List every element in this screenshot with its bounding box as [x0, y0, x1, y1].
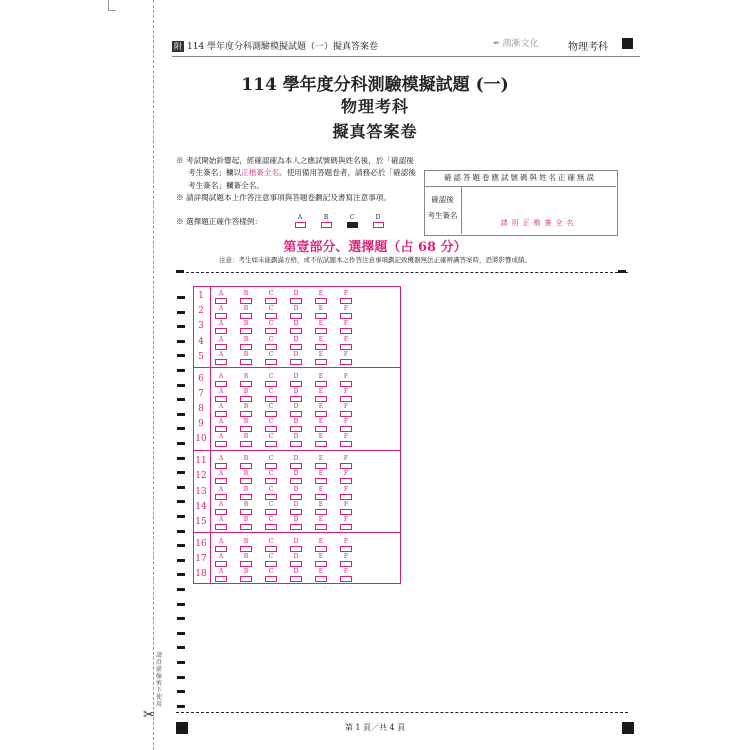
answer-bubble-a[interactable]: A — [213, 455, 229, 469]
answer-bubble-a[interactable]: A — [213, 418, 229, 432]
answer-bubble-f[interactable]: F — [338, 373, 354, 387]
answer-bubble-f[interactable]: F — [338, 351, 354, 365]
answer-bubble-c[interactable]: C — [263, 351, 279, 365]
grid-column-divider — [210, 286, 211, 584]
answer-bubble-b[interactable]: B — [238, 403, 254, 417]
header-subject: 物理考科 — [568, 42, 608, 53]
question-number: 6 — [198, 373, 204, 384]
answer-bubble-f[interactable]: F — [338, 568, 354, 582]
subject-title: 物理考科 — [340, 97, 409, 116]
answer-bubble-b[interactable]: B — [238, 373, 254, 387]
sample-bubble-a: A — [294, 214, 306, 228]
answer-bubble-f[interactable]: F — [338, 320, 354, 334]
answer-bubble-a[interactable]: A — [213, 538, 229, 552]
timing-mark — [177, 515, 185, 518]
answer-bubble-c[interactable]: C — [263, 470, 279, 484]
answer-bubble-c[interactable]: C — [263, 433, 279, 447]
answer-bubble-a[interactable]: A — [213, 568, 229, 582]
timing-mark — [177, 384, 185, 387]
answer-bubble-d[interactable]: D — [288, 470, 304, 484]
answer-bubble-d[interactable]: D — [288, 403, 304, 417]
answer-bubble-a[interactable]: A — [213, 553, 229, 567]
answer-bubble-e[interactable]: E — [313, 305, 329, 319]
answer-bubble-b[interactable]: B — [238, 501, 254, 515]
answer-bubble-a[interactable]: A — [213, 470, 229, 484]
main-title: 114 學年度分科測驗模擬試題 (一) — [241, 75, 509, 95]
brush-icon: ✒ — [492, 39, 500, 49]
answer-bubble-a[interactable]: A — [213, 388, 229, 402]
timing-mark — [177, 457, 185, 460]
answer-bubble-b[interactable]: B — [238, 455, 254, 469]
answer-bubble-a[interactable]: A — [213, 305, 229, 319]
group-divider — [193, 367, 400, 368]
answer-bubble-f[interactable]: F — [338, 455, 354, 469]
answer-bubble-e[interactable]: E — [313, 433, 329, 447]
answer-bubble-a[interactable]: A — [213, 501, 229, 515]
answer-bubble-b[interactable]: B — [238, 470, 254, 484]
answer-bubble-c[interactable]: C — [263, 455, 279, 469]
answer-bubble-f[interactable]: F — [338, 305, 354, 319]
answer-bubble-e[interactable]: E — [313, 470, 329, 484]
answer-bubble-c[interactable]: C — [263, 320, 279, 334]
answer-bubble-b[interactable]: B — [238, 553, 254, 567]
answer-bubble-f[interactable]: F — [338, 433, 354, 447]
answer-bubble-e[interactable]: E — [313, 501, 329, 515]
instruction-2: ※ 請詳閱試題本上作答注意事項與答題卷劃記及書寫注意事項。 — [176, 193, 392, 203]
question-number: 4 — [198, 336, 204, 347]
question-number: 10 — [195, 434, 207, 445]
bottom-cut-line — [176, 712, 628, 713]
question-number: 15 — [195, 517, 207, 527]
timing-mark — [177, 296, 185, 299]
answer-bubble-b[interactable]: B — [238, 568, 254, 582]
question-number: 5 — [198, 351, 204, 362]
answer-bubble-f[interactable]: F — [338, 290, 354, 304]
answer-bubble-c[interactable]: C — [263, 373, 279, 387]
group-divider — [193, 532, 400, 533]
answer-bubble-c[interactable]: C — [263, 418, 279, 432]
answer-bubble-f[interactable]: F — [338, 470, 354, 484]
answer-bubble-d[interactable]: D — [288, 568, 304, 582]
timing-mark — [177, 588, 185, 591]
header-title-text: 114 學年度分科測驗模擬試題（一）擬真答案卷 — [187, 42, 379, 52]
timing-mark — [177, 559, 185, 562]
answer-bubble-e[interactable]: E — [313, 516, 329, 530]
answer-bubble-c[interactable]: C — [263, 501, 279, 515]
timing-mark — [176, 270, 184, 273]
answer-bubble-c[interactable]: C — [263, 388, 279, 402]
answer-bubble-a[interactable]: A — [213, 336, 229, 350]
timing-mark — [177, 354, 185, 357]
answer-bubble-f[interactable]: F — [338, 501, 354, 515]
question-number: 9 — [198, 419, 204, 430]
answer-bubble-a[interactable]: A — [213, 351, 229, 365]
answer-bubble-e[interactable]: E — [313, 290, 329, 304]
timing-mark — [177, 486, 185, 489]
timing-mark — [177, 442, 185, 445]
timing-mark — [177, 369, 185, 372]
answer-bubble-f[interactable]: F — [338, 336, 354, 350]
answer-bubble-e[interactable]: E — [313, 320, 329, 334]
page-number: 第 1 頁／共 4 頁 — [344, 723, 406, 732]
timing-mark — [177, 427, 185, 430]
crop-mark — [108, 10, 116, 11]
question-number: 1 — [198, 291, 204, 301]
question-number: 14 — [195, 501, 207, 512]
answer-bubble-e[interactable]: E — [313, 373, 329, 387]
answer-bubble-b[interactable]: B — [238, 320, 254, 334]
instructions — [176, 155, 416, 205]
answer-bubble-c[interactable]: C — [263, 336, 279, 350]
crop-mark — [108, 0, 109, 10]
answer-bubble-b[interactable]: B — [238, 351, 254, 365]
answer-bubble-e[interactable]: E — [313, 336, 329, 350]
answer-bubble-c[interactable]: C — [263, 568, 279, 582]
answer-bubble-b[interactable]: B — [238, 486, 254, 500]
question-number: 12 — [195, 471, 207, 482]
answer-bubble-b[interactable]: B — [238, 388, 254, 402]
timing-mark — [177, 325, 185, 328]
timing-mark — [177, 676, 185, 679]
timing-mark — [177, 603, 185, 606]
answer-bubble-a[interactable]: A — [213, 290, 229, 304]
brand-logo — [492, 36, 539, 49]
answer-bubble-f[interactable]: F — [338, 403, 354, 417]
section-title: 第壹部分、選擇題（占 68 分） — [283, 240, 467, 255]
answer-bubble-b[interactable]: B — [238, 538, 254, 552]
timing-mark — [177, 661, 185, 664]
answer-bubble-a[interactable]: A — [213, 403, 229, 417]
signature-label: 確認後 考生簽名 — [424, 186, 462, 234]
answer-bubble-b[interactable]: B — [238, 516, 254, 530]
answer-bubble-e[interactable]: E — [313, 351, 329, 365]
timing-mark — [177, 573, 185, 576]
answer-bubble-d[interactable]: D — [288, 418, 304, 432]
answer-bubble-b[interactable]: B — [238, 433, 254, 447]
answer-bubble-e[interactable]: E — [313, 418, 329, 432]
question-number: 18 — [195, 569, 207, 580]
answer-bubble-b[interactable]: B — [238, 305, 254, 319]
question-number: 17 — [195, 554, 207, 564]
signature-field[interactable]: 請用正楷簽全名 — [500, 219, 578, 227]
answer-bubble-a[interactable]: A — [213, 433, 229, 447]
answer-bubble-d[interactable]: D — [288, 516, 304, 530]
timing-mark — [177, 646, 185, 649]
answer-bubble-e[interactable]: E — [313, 553, 329, 567]
answer-bubble-c[interactable]: C — [263, 553, 279, 567]
answer-bubble-a[interactable]: A — [213, 516, 229, 530]
timing-mark — [177, 544, 185, 547]
answer-bubble-d[interactable]: D — [288, 388, 304, 402]
answer-bubble-b[interactable]: B — [238, 336, 254, 350]
question-number: 16 — [195, 538, 207, 549]
answer-bubble-d[interactable]: D — [288, 455, 304, 469]
question-number: 13 — [195, 486, 207, 497]
answer-bubble-d[interactable]: D — [288, 538, 304, 552]
timing-mark — [177, 705, 185, 708]
timing-mark — [177, 471, 185, 474]
question-number: 3 — [198, 321, 204, 332]
timing-mark — [177, 311, 185, 314]
timing-mark — [177, 500, 185, 503]
answer-bubble-d[interactable]: D — [288, 305, 304, 319]
answer-bubble-a[interactable]: A — [213, 373, 229, 387]
answer-bubble-e[interactable]: E — [313, 538, 329, 552]
timing-mark — [177, 398, 185, 401]
answer-bubble-e[interactable]: E — [313, 388, 329, 402]
scissors-icon: ✂ — [143, 707, 155, 723]
answer-bubble-a[interactable]: A — [213, 320, 229, 334]
answer-bubble-f[interactable]: F — [338, 486, 354, 500]
timing-mark — [177, 530, 185, 533]
instruction-1: ※ 考試開始鈴響起，經確認確為本人之應試號碼與姓名後，於「確認後考生簽名」欄以正楷簽全名。使用備用答題卷者，請務必於「確認後考生簽名」欄簽全名。 — [176, 156, 416, 190]
answer-bubble-e[interactable]: E — [313, 486, 329, 500]
answer-bubble-c[interactable]: C — [263, 516, 279, 530]
sample-bubble-c: C — [346, 214, 358, 228]
answer-bubble-d[interactable]: D — [288, 336, 304, 350]
sample-bubble-b: B — [320, 214, 332, 228]
answer-bubble-b[interactable]: B — [238, 418, 254, 432]
answer-bubble-c[interactable]: C — [263, 538, 279, 552]
answer-bubble-d[interactable]: D — [288, 433, 304, 447]
answer-bubble-f[interactable]: F — [338, 553, 354, 567]
sample-bubble-d: D — [372, 214, 384, 228]
answer-bubble-e[interactable]: E — [313, 568, 329, 582]
answer-bubble-d[interactable]: D — [288, 486, 304, 500]
sample-label: ※ 選擇題正確作答樣例： — [176, 217, 262, 226]
answer-bubble-c[interactable]: C — [263, 305, 279, 319]
question-number: 11 — [195, 456, 207, 467]
section-note: 注意：考生如未能劃滿方格，或不依試題本之作答注意事項劃記致機器無法正確辨識答案時，恐將影響成績。 — [219, 256, 531, 264]
timing-mark — [177, 690, 185, 693]
answer-bubble-c[interactable]: C — [263, 403, 279, 417]
answer-bubble-d[interactable]: D — [288, 373, 304, 387]
answer-bubble-e[interactable]: E — [313, 403, 329, 417]
answer-bubble-c[interactable]: C — [263, 486, 279, 500]
brand-name: 鴻漸文化 — [502, 39, 539, 49]
answer-bubble-b[interactable]: B — [238, 290, 254, 304]
timing-mark — [177, 632, 185, 635]
registration-mark — [622, 38, 633, 49]
timing-mark — [177, 413, 185, 416]
answer-bubble-f[interactable]: F — [338, 538, 354, 552]
answer-bubble-d[interactable]: D — [288, 290, 304, 304]
answer-bubble-d[interactable]: D — [288, 553, 304, 567]
answer-bubble-c[interactable]: C — [263, 290, 279, 304]
sheet-title: 擬真答案卷 — [332, 122, 418, 141]
cut-line — [176, 272, 628, 273]
answer-bubble-d[interactable]: D — [288, 351, 304, 365]
answer-bubble-f[interactable]: F — [338, 516, 354, 530]
highlight-text: 正楷簽全名 — [241, 168, 280, 178]
header-doc-title — [172, 39, 378, 52]
answer-bubble-d[interactable]: D — [288, 501, 304, 515]
timing-mark — [618, 270, 626, 273]
question-number: 2 — [198, 306, 204, 317]
appendix-badge: 附 — [174, 42, 182, 51]
question-number: 8 — [198, 404, 204, 414]
timing-mark — [177, 340, 185, 343]
group-divider — [193, 450, 400, 451]
answer-bubble-f[interactable]: F — [338, 388, 354, 402]
answer-bubble-a[interactable]: A — [213, 486, 229, 500]
question-number: 7 — [198, 388, 204, 399]
answer-bubble-d[interactable]: D — [288, 320, 304, 334]
confirm-header: 確認答題卷應試號碼與姓名正確無誤 — [424, 170, 616, 187]
answer-bubble-f[interactable]: F — [338, 418, 354, 432]
answer-bubble-e[interactable]: E — [313, 455, 329, 469]
timing-mark — [177, 617, 185, 620]
cut-instruction: 請沿虛線剪下使用 — [155, 652, 162, 708]
